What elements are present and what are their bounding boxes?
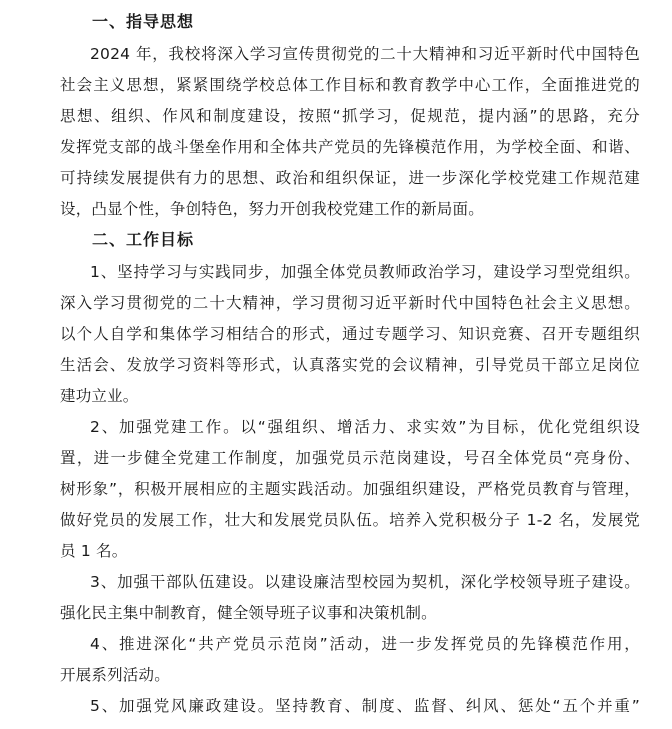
paragraph-line: 2024 年，我校将深入学习宣传贯彻党的二十大精神和习近平新时代中国特色: [90, 45, 640, 63]
section-heading-work-goals: 二、工作目标: [92, 230, 195, 249]
paragraph-line: 生活会、发放学习资料等形式，认真落实党的会议精神，引导党员干部立足岗位: [60, 356, 640, 374]
paragraph-line: 社会主义思想，紧紧围绕学校总体工作目标和教育教学中心工作，全面推进党的: [60, 76, 640, 94]
paragraph-line: 1、坚持学习与实践同步，加强全体党员教师政治学习，建设学习型党组织。: [90, 263, 640, 281]
paragraph-line: 4、推进深化“共产党员示范岗”活动，进一步发挥党员的先锋模范作用，: [90, 635, 640, 653]
paragraph-line: 5、加强党风廉政建设。坚持教育、制度、监督、纠风、惩处“五个并重”: [90, 697, 640, 715]
paragraph-line: 发挥党支部的战斗堡垒作用和全体共产党员的先锋模范作用，为学校全面、和谐、: [60, 138, 640, 156]
paragraph-line: 员 1 名。: [60, 542, 128, 560]
paragraph-line: 以个人自学和集体学习相结合的形式，通过专题学习、知识竞赛、召开专题组织: [60, 325, 640, 343]
paragraph-line: 强化民主集中制教育，健全领导班子议事和决策机制。: [60, 604, 437, 622]
paragraph-line: 开展系列活动。: [60, 666, 170, 684]
paragraph-line: 2、加强党建工作。以“强组织、增活力、求实效”为目标，优化党组织设: [90, 418, 640, 436]
paragraph-line: 做好党员的发展工作，壮大和发展党员队伍。培养入党积极分子 1-2 名，发展党: [60, 511, 640, 529]
paragraph-line: 深入学习贯彻党的二十大精神，学习贯彻习近平新时代中国特色社会主义思想。: [60, 294, 640, 312]
paragraph-line: 可持续发展提供有力的思想、政治和组织保证，进一步深化学校党建工作规范建: [60, 169, 640, 187]
paragraph-line: 3、加强干部队伍建设。以建设廉洁型校园为契机，深化学校领导班子建设。: [90, 573, 640, 591]
paragraph-line: 设，凸显个性，争创特色，努力开创我校党建工作的新局面。: [60, 200, 484, 218]
paragraph-line: 树形象”，积极开展相应的主题实践活动。加强组织建设，严格党员教育与管理，: [60, 480, 640, 498]
paragraph-line: 思想、组织、作风和制度建设，按照“抓学习，促规范，提内涵”的思路，充分: [60, 107, 640, 125]
section-heading-guiding-ideology: 一、指导思想: [92, 12, 195, 31]
paragraph-line: 置，进一步健全党建工作制度，加强党员示范岗建设，号召全体党员“亮身份、: [60, 449, 640, 467]
paragraph-line: 建功立业。: [60, 387, 139, 405]
